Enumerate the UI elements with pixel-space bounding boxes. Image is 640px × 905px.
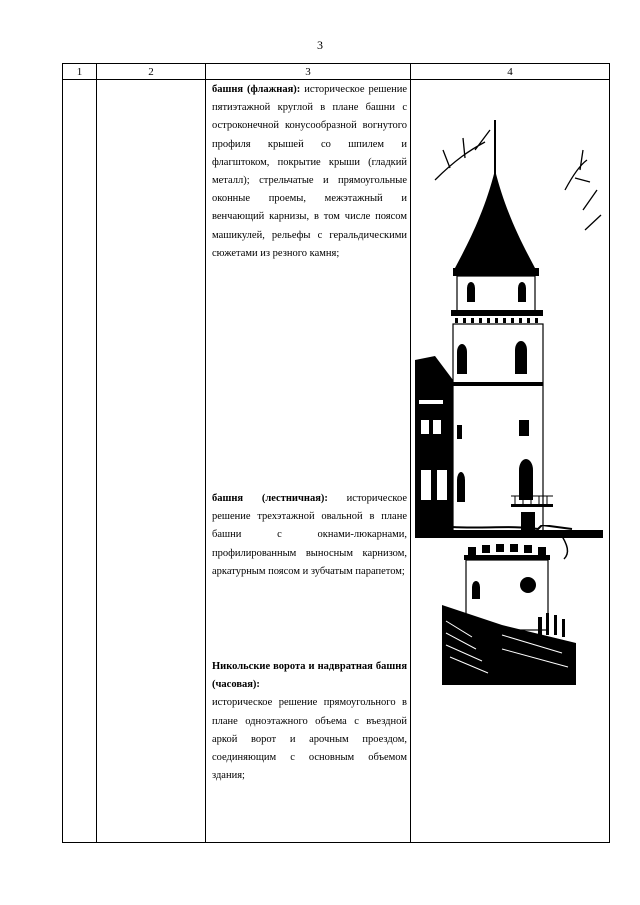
col-header-1: 1 [63,64,97,80]
cell-name [97,80,206,843]
flag-tower-photo [415,120,603,538]
entry-flag-tower [212,81,407,263]
entry-nikolsky-gate [212,658,407,785]
table-header-row [63,64,610,80]
entry-text: историческое решение прямоугольного в плане одноэтажного объема с въездной аркой ворот и арочным проездом, соединяющим с основным объемом здания; [212,697,407,782]
col-header-3: 3 [206,64,411,80]
col-header-2: 2 [97,64,206,80]
monument-table [62,63,610,843]
page-number: 3 [317,38,323,52]
entry-title: башня (флажная): [212,84,301,95]
cell-number [63,80,97,843]
entry-title: башня (лестничная): [212,493,328,504]
cell-photos [411,80,610,843]
entry-text: историческое решение пятиэтажной круглой в плане башни с остроконечной конусообразной вогнутого профиля крышей со шпилем и флагштоком, покрытие крыши (гладкий металл); стрельчатые и прямоугольные оконные проемы, межэтажный и венчающий карнизы, в том числе поясом машикулей, рельефы с геральдическими сюжетами из резного камня; [212,84,408,259]
entry-text: историческое решение трехэтажной овальной в плане башни с окнами-люкарнами, профилированным выносным карнизом, аркатурным поясом и зубчатым парапетом; [212,493,407,577]
entry-title: Никольские ворота и надвратная башня (часовая): [212,661,407,691]
stair-tower-photo [442,525,576,685]
entry-stair-tower [212,490,407,581]
table-row [63,80,610,843]
cell-description [206,80,411,843]
col-header-4: 4 [411,64,610,80]
